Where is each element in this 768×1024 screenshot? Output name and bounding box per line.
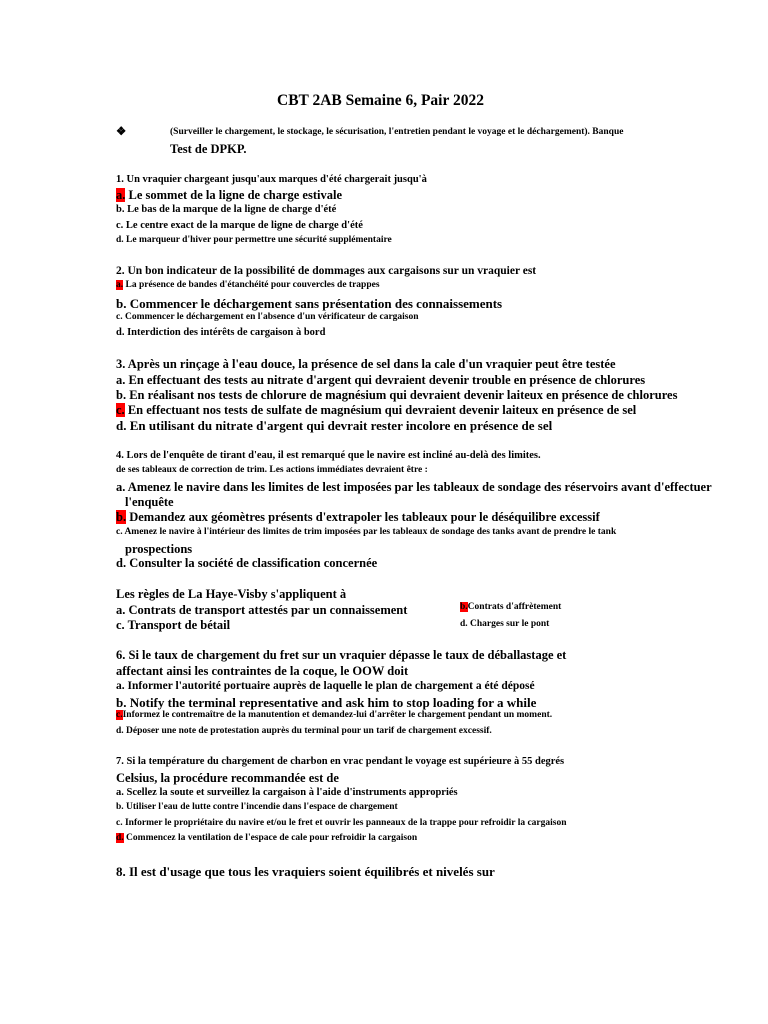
- q6-option-a: a. Informer l'autorité portuaire auprès de laquelle le plan de chargement a été déposé: [116, 680, 535, 692]
- answer-highlight: c.: [116, 403, 125, 417]
- q7-question-cont: Celsius, la procédure recommandée est de: [116, 771, 339, 785]
- answer-highlight: a.: [116, 188, 126, 202]
- q2-option-c: c. Commencer le déchargement en l'absence d'un vérificateur de cargaison: [116, 312, 419, 322]
- q4-option-c: c. Amenez le navire à l'intérieur des limites de trim imposées par les tableaux de sondage des tanks avant de prendre le tank: [116, 527, 617, 537]
- q2-option-a: a. La présence de bandes d'étanchéité pour couvercles de trappes: [116, 280, 380, 290]
- q6-question: 6. Si le taux de chargement du fret sur un vraquier dépasse le taux de déballastage et: [116, 648, 567, 662]
- q4-option-b: b. Demandez aux géomètres présents d'extrapoler les tableaux pour le déséquilibre excessif: [116, 510, 600, 524]
- q5-option-a: a. Contrats de transport attestés par un connaissement: [116, 603, 408, 617]
- q7-option-a: a. Scellez la soute et surveillez la cargaison à l'aide d'instruments appropriés: [116, 787, 458, 798]
- q5-option-c: c. Transport de bétail: [116, 618, 231, 632]
- q4-option-a: a. Amenez le navire dans les limites de lest imposées par les tableaux de sondage des réservoirs avant d'effectuer: [116, 480, 712, 494]
- q6-option-d: d. Déposer une note de protestation auprès du terminal pour un tarif de chargement excessif.: [116, 726, 492, 736]
- q6-option-c: c.Informez le contremaître de la manutention et demandez-lui d'arrêter le chargement pendant un moment.: [116, 710, 553, 720]
- q5-question: Les règles de La Haye-Visby s'appliquent à: [116, 587, 347, 601]
- q5-option-d: d. Charges sur le pont: [460, 619, 550, 629]
- q8-question: 8. Il est d'usage que tous les vraquiers soient équilibrés et nivelés sur: [116, 864, 495, 879]
- q4-question: 4. Lors de l'enquête de tirant d'eau, il est remarqué que le navire est incliné au-delà des limites.: [116, 450, 541, 461]
- q2-option-b: b. Commencer le déchargement sans présentation des connaissements: [116, 296, 503, 311]
- q1-question: 1. Un vraquier chargeant jusqu'aux marques d'été chargerait jusqu'à: [116, 174, 427, 185]
- answer-highlight: b.: [116, 510, 127, 524]
- q7-question: 7. Si la température du chargement de charbon en vrac pendant le voyage est supérieure à 55 degrés: [116, 756, 565, 767]
- q3-option-b: b. En réalisant nos tests de chlorure de magnésium qui devraient devenir laiteux en présence de chlorures: [116, 388, 678, 402]
- q6-question-cont: affectant ainsi les contraintes de la coque, le OOW doit: [116, 664, 409, 678]
- q1-option-d: d. Le marqueur d'hiver pour permettre une sécurité supplémentaire: [116, 235, 392, 245]
- answer-highlight: b.: [460, 602, 468, 612]
- intro-line-1: (Surveiller le chargement, le stockage, le sécurisation, l'entretien pendant le voyage et le déchargement). Banque: [170, 127, 624, 137]
- q1-option-b: b. Le bas de la marque de la ligne de charge d'été: [116, 204, 337, 215]
- page-title: CBT 2AB Semaine 6, Pair 2022: [277, 92, 484, 109]
- q7-option-d: d. Commencez la ventilation de l'espace de cale pour refroidir la cargaison: [116, 833, 418, 843]
- intro-line-2: Test de DPKP.: [170, 142, 247, 156]
- q3-option-a: a. En effectuant des tests au nitrate d'argent qui devraient devenir trouble en présence de chlorures: [116, 373, 646, 387]
- q7-option-c: c. Informer le propriétaire du navire et/ou le fret et ouvrir les panneaux de la trappe pour refroidir la cargaison: [116, 818, 567, 828]
- bullet-icon: ❖: [116, 126, 127, 138]
- q1-option-a: a. Le sommet de la ligne de charge estivale: [116, 188, 342, 202]
- q7-option-b: b. Utiliser l'eau de lutte contre l'incendie dans l'espace de chargement: [116, 802, 398, 812]
- q1-option-c: c. Le centre exact de la marque de ligne de charge d'été: [116, 220, 363, 231]
- answer-highlight: c.: [116, 710, 123, 720]
- q4-option-c-cont: prospections: [125, 542, 193, 556]
- q4-question-cont: de ses tableaux de correction de trim. Les actions immédiates devraient être :: [116, 465, 428, 475]
- q6-option-b: b. Notify the terminal representative and ask him to stop loading for a while: [116, 695, 537, 710]
- q3-question: 3. Après un rinçage à l'eau douce, la présence de sel dans la cale d'un vraquier peut être testée: [116, 357, 616, 371]
- q2-option-d: d. Interdiction des intérêts de cargaison à bord: [116, 327, 326, 338]
- q4-option-a-cont: l'enquête: [125, 495, 174, 509]
- q3-option-d: d. En utilisant du nitrate d'argent qui devrait rester incolore en présence de sel: [116, 418, 553, 433]
- answer-highlight: d.: [116, 833, 124, 843]
- q4-option-d: d. Consulter la société de classification concernée: [116, 556, 378, 570]
- q3-option-c: c. En effectuant nos tests de sulfate de magnésium qui devraient devenir laiteux en présence de sel: [116, 403, 637, 417]
- q2-question: 2. Un bon indicateur de la possibilité de dommages aux cargaisons sur un vraquier est: [116, 265, 537, 277]
- q5-option-b: b.Contrats d'affrètement: [460, 602, 562, 612]
- answer-highlight: a.: [116, 280, 124, 290]
